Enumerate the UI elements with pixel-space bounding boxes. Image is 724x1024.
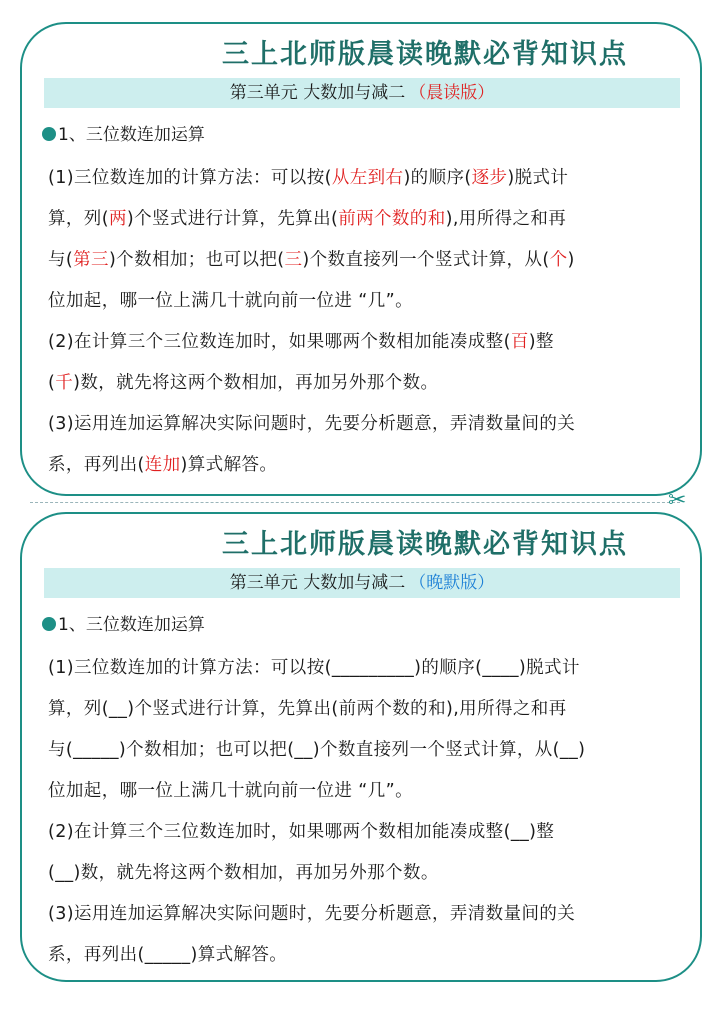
section-title: 1、三位数连加运算 [58, 125, 205, 145]
text-line [48, 777, 413, 802]
line-text: )算式解答。 [180, 455, 278, 475]
answer-text: 两 [108, 209, 127, 229]
text-line [48, 736, 585, 761]
line-text: 与(_____)个数相加；也可以把(__)个数直接列一个竖式计算，从(__) [48, 740, 586, 760]
text-line [48, 164, 568, 189]
line-text: ) [567, 250, 575, 270]
line-text: )整 [528, 332, 554, 352]
line-text: )的顺序( [403, 168, 472, 188]
text-line [48, 695, 567, 720]
line-text: 系，再列出(_____)算式解答。 [48, 945, 288, 965]
cut-line [30, 502, 680, 503]
line-text: 算，列(__)个竖式进行计算，先算出(前两个数的和),用所得之和再 [48, 699, 567, 719]
line-text: 位加起，哪一位上满几十就向前一位进 “几”。 [48, 291, 413, 311]
line-text: 与( [48, 250, 74, 270]
unit-bar [44, 78, 680, 108]
evening-card [20, 512, 702, 982]
answer-text: 百 [510, 332, 529, 352]
text-line [48, 654, 580, 679]
scissors-icon: ✂ [668, 488, 687, 513]
card-title: 三上北师版晨读晚默必背知识点 [222, 39, 628, 70]
answer-text: 三 [284, 250, 303, 270]
answer-text: 第三 [73, 250, 109, 270]
text-line [48, 900, 575, 925]
answer-text: 从左到右 [331, 168, 404, 188]
text-line [48, 246, 575, 271]
line-text: 位加起，哪一位上满几十就向前一位进 “几”。 [48, 781, 413, 801]
morning-card [20, 22, 702, 496]
text-line [48, 818, 554, 843]
section-heading [42, 120, 205, 145]
text-line [48, 328, 554, 353]
line-text: (2)在计算三个三位数连加时，如果哪两个数相加能凑成整( [48, 332, 511, 352]
line-text: (1)三位数连加的计算方法：可以按(_________)的顺序(____)脱式计 [48, 658, 580, 678]
line-text: (3)运用连加运算解决实际问题时，先要分析题意，弄清数量间的关 [48, 414, 576, 434]
bullet-dot-icon [42, 127, 56, 141]
line-text: )数，就先将这两个数相加，再加另外那个数。 [73, 373, 439, 393]
edition-label: （晨读版） [409, 83, 495, 103]
text-line [48, 410, 575, 435]
answer-text: 前两个数的和 [338, 209, 446, 229]
line-text: (2)在计算三个三位数连加时，如果哪两个数相加能凑成整(__)整 [48, 822, 555, 842]
text-line [48, 205, 566, 230]
unit-label: 第三单元 大数加与减二 [229, 83, 406, 103]
text-line [48, 451, 277, 476]
card-title: 三上北师版晨读晚默必背知识点 [222, 529, 628, 560]
section-title: 1、三位数连加运算 [58, 615, 205, 635]
answer-text: 连加 [144, 455, 181, 475]
text-line [48, 287, 413, 312]
line-text: 算，列( [48, 209, 109, 229]
answer-text: 逐步 [471, 168, 508, 188]
answer-text: 个 [549, 250, 568, 270]
line-text: ),用所得之和再 [445, 209, 567, 229]
line-text: (1)三位数连加的计算方法：可以按( [48, 168, 332, 188]
line-text: )个数直接列一个竖式计算，从( [302, 250, 550, 270]
edition-label: （晚默版） [409, 573, 495, 593]
line-text: )脱式计 [507, 168, 569, 188]
text-line [48, 941, 287, 966]
line-text: )个竖式进行计算，先算出( [126, 209, 339, 229]
text-line [48, 369, 438, 394]
text-line [48, 859, 439, 884]
line-text: )个数相加；也可以把( [108, 250, 285, 270]
line-text: (3)运用连加运算解决实际问题时，先要分析题意，弄清数量间的关 [48, 904, 576, 924]
unit-label: 第三单元 大数加与减二 [229, 573, 406, 593]
line-text: (__)数，就先将这两个数相加，再加另外那个数。 [48, 863, 439, 883]
bullet-dot-icon [42, 617, 56, 631]
answer-text: 千 [55, 373, 74, 393]
section-heading [42, 610, 205, 635]
unit-bar [44, 568, 680, 598]
line-text: ( [48, 373, 56, 393]
line-text: 系，再列出( [48, 455, 145, 475]
